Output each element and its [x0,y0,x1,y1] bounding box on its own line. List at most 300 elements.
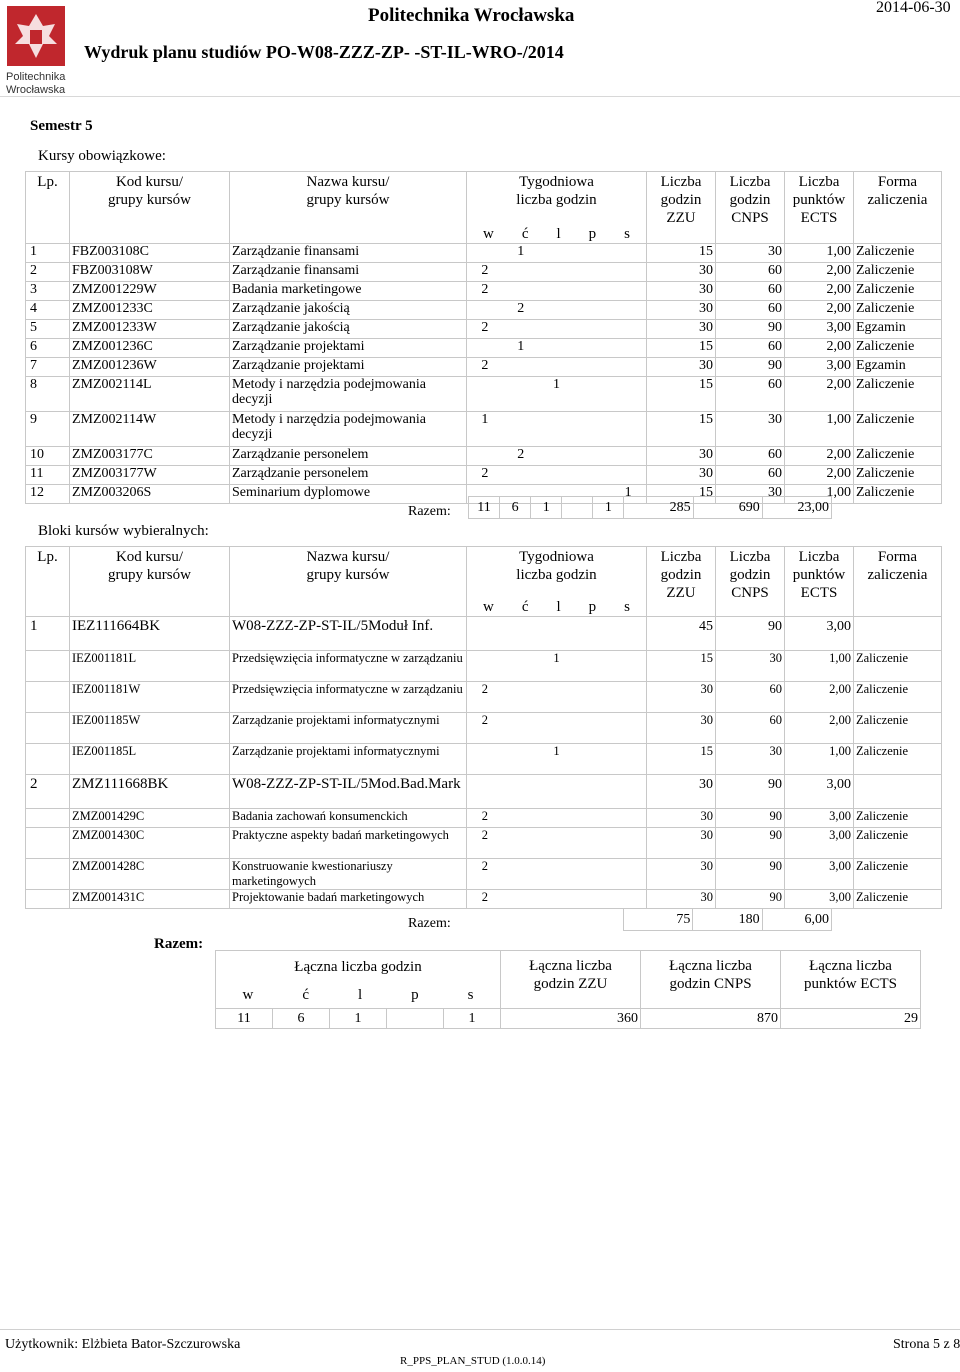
hours-w: 2 [481,682,489,696]
course-cnps: 60 [716,263,785,282]
hours-s [610,320,646,335]
item-lp [26,744,70,775]
hours-c [503,263,539,278]
course-cnps: 60 [716,377,785,412]
footer-report-code: R_PPS_PLAN_STUD (1.0.0.14) [400,1355,546,1367]
hours-l [539,828,575,843]
item-form: Zaliczenie [854,682,942,713]
grand-zzu-header: Łączna liczba godzin ZZU [501,951,641,1009]
item-cnps: 30 [716,744,785,775]
hours-l [539,713,575,728]
block-weekly-hours [467,617,647,651]
item-form: Zaliczenie [854,651,942,682]
table-row [26,682,942,713]
grand-cnps: 870 [641,1009,781,1029]
col-lp: Lp. [26,547,70,617]
hours-w [467,447,503,462]
grand-zzu: 360 [501,1009,641,1029]
hours-s [610,412,646,427]
hours-l [539,859,575,874]
hours-w: 2 [481,282,489,297]
table-header-row [26,172,942,244]
item-ects: 1,00 [785,744,854,775]
item-form: Zaliczenie [854,890,942,909]
hours-w: 2 [481,263,489,278]
hours-l [539,282,575,297]
col-zzu: Liczba godzin ZZU [647,172,716,244]
course-code: FBZ003108C [70,244,230,263]
table-row [26,412,942,447]
table-row [26,244,942,263]
course-lp: 2 [26,263,70,282]
col-zzu: Liczba godzin ZZU [647,547,716,617]
header-divider [0,96,960,97]
hours-p [574,301,610,316]
hours-p [574,828,610,843]
elective-total-label: Razem: [408,916,451,931]
table-row [26,263,942,282]
item-ects: 2,00 [785,713,854,744]
hours-w: 2 [481,320,489,335]
item-code: ZMZ001431C [70,890,230,909]
block-lp: 2 [26,775,70,809]
hours-w: 2 [481,466,489,481]
course-cnps: 90 [716,358,785,377]
item-lp [26,682,70,713]
hours-l [539,263,575,278]
hours-l: 1 [552,377,560,392]
table-row [26,466,942,485]
col-ects: Liczba punktów ECTS [785,172,854,244]
item-zzu: 15 [647,651,716,682]
item-zzu: 30 [647,890,716,909]
table-row [26,859,942,890]
table-row [26,377,942,412]
weekly-hours-cell [467,377,647,412]
item-name: Zarządzanie projektami informatycznymi [230,744,467,775]
required-courses-heading: Kursy obowiązkowe: [38,148,166,164]
logo-text-1: Politechnika [6,71,66,83]
course-cnps: 30 [716,485,785,504]
course-zzu: 30 [647,447,716,466]
hours-l: 1 [553,744,560,758]
course-cnps: 60 [716,282,785,301]
hours-c [503,828,539,843]
item-ects: 1,00 [785,651,854,682]
document-title: Wydruk planu studiów PO-W08-ZZZ-ZP- -ST-IL-WRO-/2014 [84,42,564,62]
grand-ects-header: Łączna liczba punktów ECTS [781,951,921,1009]
grand-ects: 29 [781,1009,921,1029]
semester-title: Semestr 5 [30,118,93,134]
course-ects: 3,00 [785,358,854,377]
hours-s [610,890,646,905]
hours-c [503,713,539,728]
course-name: Badania marketingowe [230,282,467,301]
hours-p [574,377,610,392]
col-lp: Lp. [26,172,70,244]
table-row [26,447,942,466]
hours-l [539,466,575,481]
hours-s [610,447,646,462]
course-name: Zarządzanie personelem [230,466,467,485]
hours-l [539,320,575,335]
course-lp: 12 [26,485,70,504]
course-code: ZMZ003177C [70,447,230,466]
course-code: ZMZ003206S [70,485,230,504]
hours-w: 2 [481,809,489,823]
block-zzu: 45 [647,617,716,651]
print-date: 2014-06-30 [876,0,951,16]
course-lp: 7 [26,358,70,377]
hours-p [574,339,610,354]
item-code: ZMZ001429C [70,809,230,828]
hours-p [574,358,610,373]
item-cnps: 30 [716,651,785,682]
course-cnps: 90 [716,320,785,339]
item-cnps: 90 [716,890,785,909]
university-logo [5,4,69,96]
hours-c [503,377,539,392]
col-cnps: Liczba godzin CNPS [716,547,785,617]
item-code: IEZ001185W [70,713,230,744]
course-form: Zaliczenie [854,466,942,485]
hours-w [467,744,503,759]
hours-c [503,412,539,427]
weekly-hours-cell [467,282,647,301]
course-lp: 9 [26,412,70,447]
course-zzu: 30 [647,263,716,282]
hours-p [574,244,610,259]
course-ects: 2,00 [785,339,854,358]
grand-hours-header: Łączna liczba godzin w ć l p s [216,951,501,1009]
item-lp [26,713,70,744]
hours-c [503,682,539,697]
grand-l: 1 [330,1009,387,1029]
hours-p [574,859,610,874]
weekly-hours-cell [467,828,647,859]
weekly-hours-cell [467,466,647,485]
course-name: Zarządzanie projektami [230,339,467,358]
total-p [562,497,593,519]
item-cnps: 60 [716,713,785,744]
item-code: IEZ001181L [70,651,230,682]
weekly-hours-cell [467,682,647,713]
elective-total-ects: 6,00 [762,909,831,931]
col-ects: Liczba punktów ECTS [785,547,854,617]
course-form: Zaliczenie [854,244,942,263]
item-form: Zaliczenie [854,713,942,744]
weekly-hours-cell [467,744,647,775]
weekly-hours-cell [467,890,647,909]
elective-total-row [623,908,832,931]
hours-s [610,744,646,759]
hours-w [467,651,503,666]
course-lp: 1 [26,244,70,263]
table-row [26,651,942,682]
course-lp: 3 [26,282,70,301]
block-code: ZMZ111668BK [70,775,230,809]
course-form: Zaliczenie [854,412,942,447]
block-name: W08-ZZZ-ZP-ST-IL/5Moduł Inf. [230,617,467,651]
course-code: ZMZ003177W [70,466,230,485]
grand-c: 6 [273,1009,330,1029]
col-kod: Kod kursu/ grupy kursów [70,172,230,244]
course-form: Zaliczenie [854,447,942,466]
course-code: ZMZ001236W [70,358,230,377]
hours-c: 2 [517,301,525,316]
course-zzu: 30 [647,282,716,301]
hours-l [539,339,575,354]
weekly-hours-cell [467,339,647,358]
course-ects: 2,00 [785,263,854,282]
hours-p [574,412,610,427]
item-cnps: 60 [716,682,785,713]
item-ects: 3,00 [785,828,854,859]
hours-l [539,890,575,905]
col-nazwa: Nazwa kursu/ grupy kursów [230,547,467,617]
hours-s [610,809,646,824]
item-form: Zaliczenie [854,809,942,828]
col-tygodniowa: Tygodniowa liczba godzin w ć l p s [467,547,647,617]
block-weekly-hours [467,775,647,809]
course-ects: 2,00 [785,282,854,301]
weekly-hours-cell [467,809,647,828]
item-code: ZMZ001430C [70,828,230,859]
block-row [26,775,942,809]
grand-total-table [215,950,921,1029]
course-form: Zaliczenie [854,263,942,282]
footer-divider [0,1329,960,1330]
item-ects: 3,00 [785,809,854,828]
course-name: Zarządzanie projektami [230,358,467,377]
block-code: IEZ111664BK [70,617,230,651]
table-row [26,320,942,339]
course-code: ZMZ001229W [70,282,230,301]
item-lp [26,828,70,859]
col-forma: Forma zaliczenia [854,547,942,617]
course-name: Zarządzanie jakością [230,301,467,320]
hours-l [539,447,575,462]
item-cnps: 90 [716,828,785,859]
block-form [854,617,942,651]
item-zzu: 30 [647,859,716,890]
hours-p [574,713,610,728]
course-code: ZMZ001233C [70,301,230,320]
block-cnps: 90 [716,775,785,809]
course-lp: 4 [26,301,70,320]
weekly-hours-cell [467,358,647,377]
block-form [854,775,942,809]
course-cnps: 60 [716,339,785,358]
grand-s: 1 [444,1009,501,1029]
item-form: Zaliczenie [854,859,942,890]
item-ects: 2,00 [785,682,854,713]
grand-p [387,1009,444,1029]
hours-p [574,682,610,697]
weekly-hours-cell [467,447,647,466]
total-cnps: 690 [693,497,762,519]
item-lp [26,859,70,890]
course-lp: 6 [26,339,70,358]
hours-w: 2 [481,828,489,842]
required-courses-table [25,171,942,504]
item-name: Praktyczne aspekty badań marketingowych [230,828,467,859]
course-zzu: 15 [647,412,716,447]
hours-p [574,890,610,905]
course-zzu: 30 [647,466,716,485]
course-name: Seminarium dyplomowe [230,485,467,504]
block-ects: 3,00 [785,775,854,809]
hours-s [610,682,646,697]
hours-w: 1 [481,412,489,427]
course-ects: 1,00 [785,412,854,447]
course-cnps: 60 [716,466,785,485]
item-name: Badania zachowań konsumenckich [230,809,467,828]
hours-c [503,744,539,759]
course-form: Zaliczenie [854,485,942,504]
hours-s [610,651,646,666]
hours-l [539,358,575,373]
total-s: 1 [593,497,624,519]
block-row [26,617,942,651]
course-zzu: 30 [647,358,716,377]
course-ects: 1,00 [785,485,854,504]
table-row [26,713,942,744]
elective-blocks-table [25,546,942,909]
course-code: ZMZ002114L [70,377,230,412]
course-ects: 2,00 [785,447,854,466]
course-zzu: 15 [647,485,716,504]
col-forma: Forma zaliczenia [854,172,942,244]
course-zzu: 15 [647,377,716,412]
item-code: ZMZ001428C [70,859,230,890]
item-name: Przedsięwzięcia informatyczne w zarządzaniu [230,651,467,682]
course-name: Zarządzanie finansami [230,244,467,263]
course-form: Egzamin [854,358,942,377]
item-code: IEZ001181W [70,682,230,713]
course-name: Zarządzanie finansami [230,263,467,282]
hours-p [574,744,610,759]
hours-s [610,859,646,874]
hours-c [503,890,539,905]
hours-s [610,828,646,843]
table-row [26,890,942,909]
item-lp [26,651,70,682]
course-name: Metody i narzędzia podejmowania decyzji [230,412,467,447]
item-form: Zaliczenie [854,744,942,775]
hours-l [539,244,575,259]
course-cnps: 30 [716,412,785,447]
table-header-row [26,547,942,617]
hours-l [539,412,575,427]
required-total-label: Razem: [408,504,451,519]
item-cnps: 90 [716,859,785,890]
course-code: ZMZ001233W [70,320,230,339]
course-ects: 3,00 [785,320,854,339]
total-l: 1 [531,497,562,519]
weekly-hours-cell [467,651,647,682]
course-lp: 11 [26,466,70,485]
footer-user: Użytkownik: Elżbieta Bator-Szczurowska [5,1337,241,1352]
course-lp: 8 [26,377,70,412]
item-zzu: 30 [647,828,716,859]
item-ects: 3,00 [785,859,854,890]
weekly-hours-cell [467,301,647,320]
total-zzu: 285 [624,497,693,519]
item-name: Zarządzanie projektami informatycznymi [230,713,467,744]
course-form: Zaliczenie [854,282,942,301]
course-name: Zarządzanie personelem [230,447,467,466]
hours-w: 2 [481,713,489,727]
col-cnps: Liczba godzin CNPS [716,172,785,244]
hours-c [503,859,539,874]
hours-p [574,466,610,481]
course-name: Zarządzanie jakością [230,320,467,339]
weekly-hours-cell [467,713,647,744]
hours-w: 2 [481,890,489,904]
table-row [26,282,942,301]
col-tygodniowa: Tygodniowa liczba godzin w ć l p s [467,172,647,244]
item-code: IEZ001185L [70,744,230,775]
total-c: 6 [500,497,531,519]
hours-p [574,263,610,278]
item-zzu: 30 [647,682,716,713]
hours-p [574,809,610,824]
hours-s [610,244,646,259]
course-cnps: 60 [716,301,785,320]
hours-c: 2 [517,447,525,462]
item-form: Zaliczenie [854,828,942,859]
hours-w [467,301,503,316]
item-lp [26,809,70,828]
weekly-hours-cell [467,244,647,263]
hours-s [610,377,646,392]
elective-blocks-heading: Bloki kursów wybieralnych: [38,523,209,539]
course-ects: 2,00 [785,466,854,485]
item-cnps: 90 [716,809,785,828]
hours-c [503,466,539,481]
course-lp: 5 [26,320,70,339]
hours-p [574,447,610,462]
table-row [26,809,942,828]
course-form: Egzamin [854,320,942,339]
hours-l [539,809,575,824]
table-row [26,339,942,358]
weekly-hours-cell [467,859,647,890]
course-ects: 1,00 [785,244,854,263]
hours-s [610,713,646,728]
logo-text-2: Wrocławska [6,84,66,96]
hours-c [503,809,539,824]
item-name: Konstruowanie kwestionariuszy marketingowych [230,859,467,890]
item-zzu: 30 [647,809,716,828]
item-ects: 3,00 [785,890,854,909]
block-cnps: 90 [716,617,785,651]
item-lp [26,890,70,909]
course-zzu: 15 [647,339,716,358]
hours-w [467,244,503,259]
hours-l: 1 [553,651,560,665]
hours-s: 1 [624,485,632,500]
block-name: W08-ZZZ-ZP-ST-IL/5Mod.Bad.Mark [230,775,467,809]
hours-p [574,651,610,666]
course-form: Zaliczenie [854,339,942,358]
hours-l [539,301,575,316]
university-name: Politechnika Wrocławska [368,5,575,26]
grand-total-label: Razem: [154,936,204,952]
hours-c: 1 [517,339,525,354]
hours-s [610,301,646,316]
